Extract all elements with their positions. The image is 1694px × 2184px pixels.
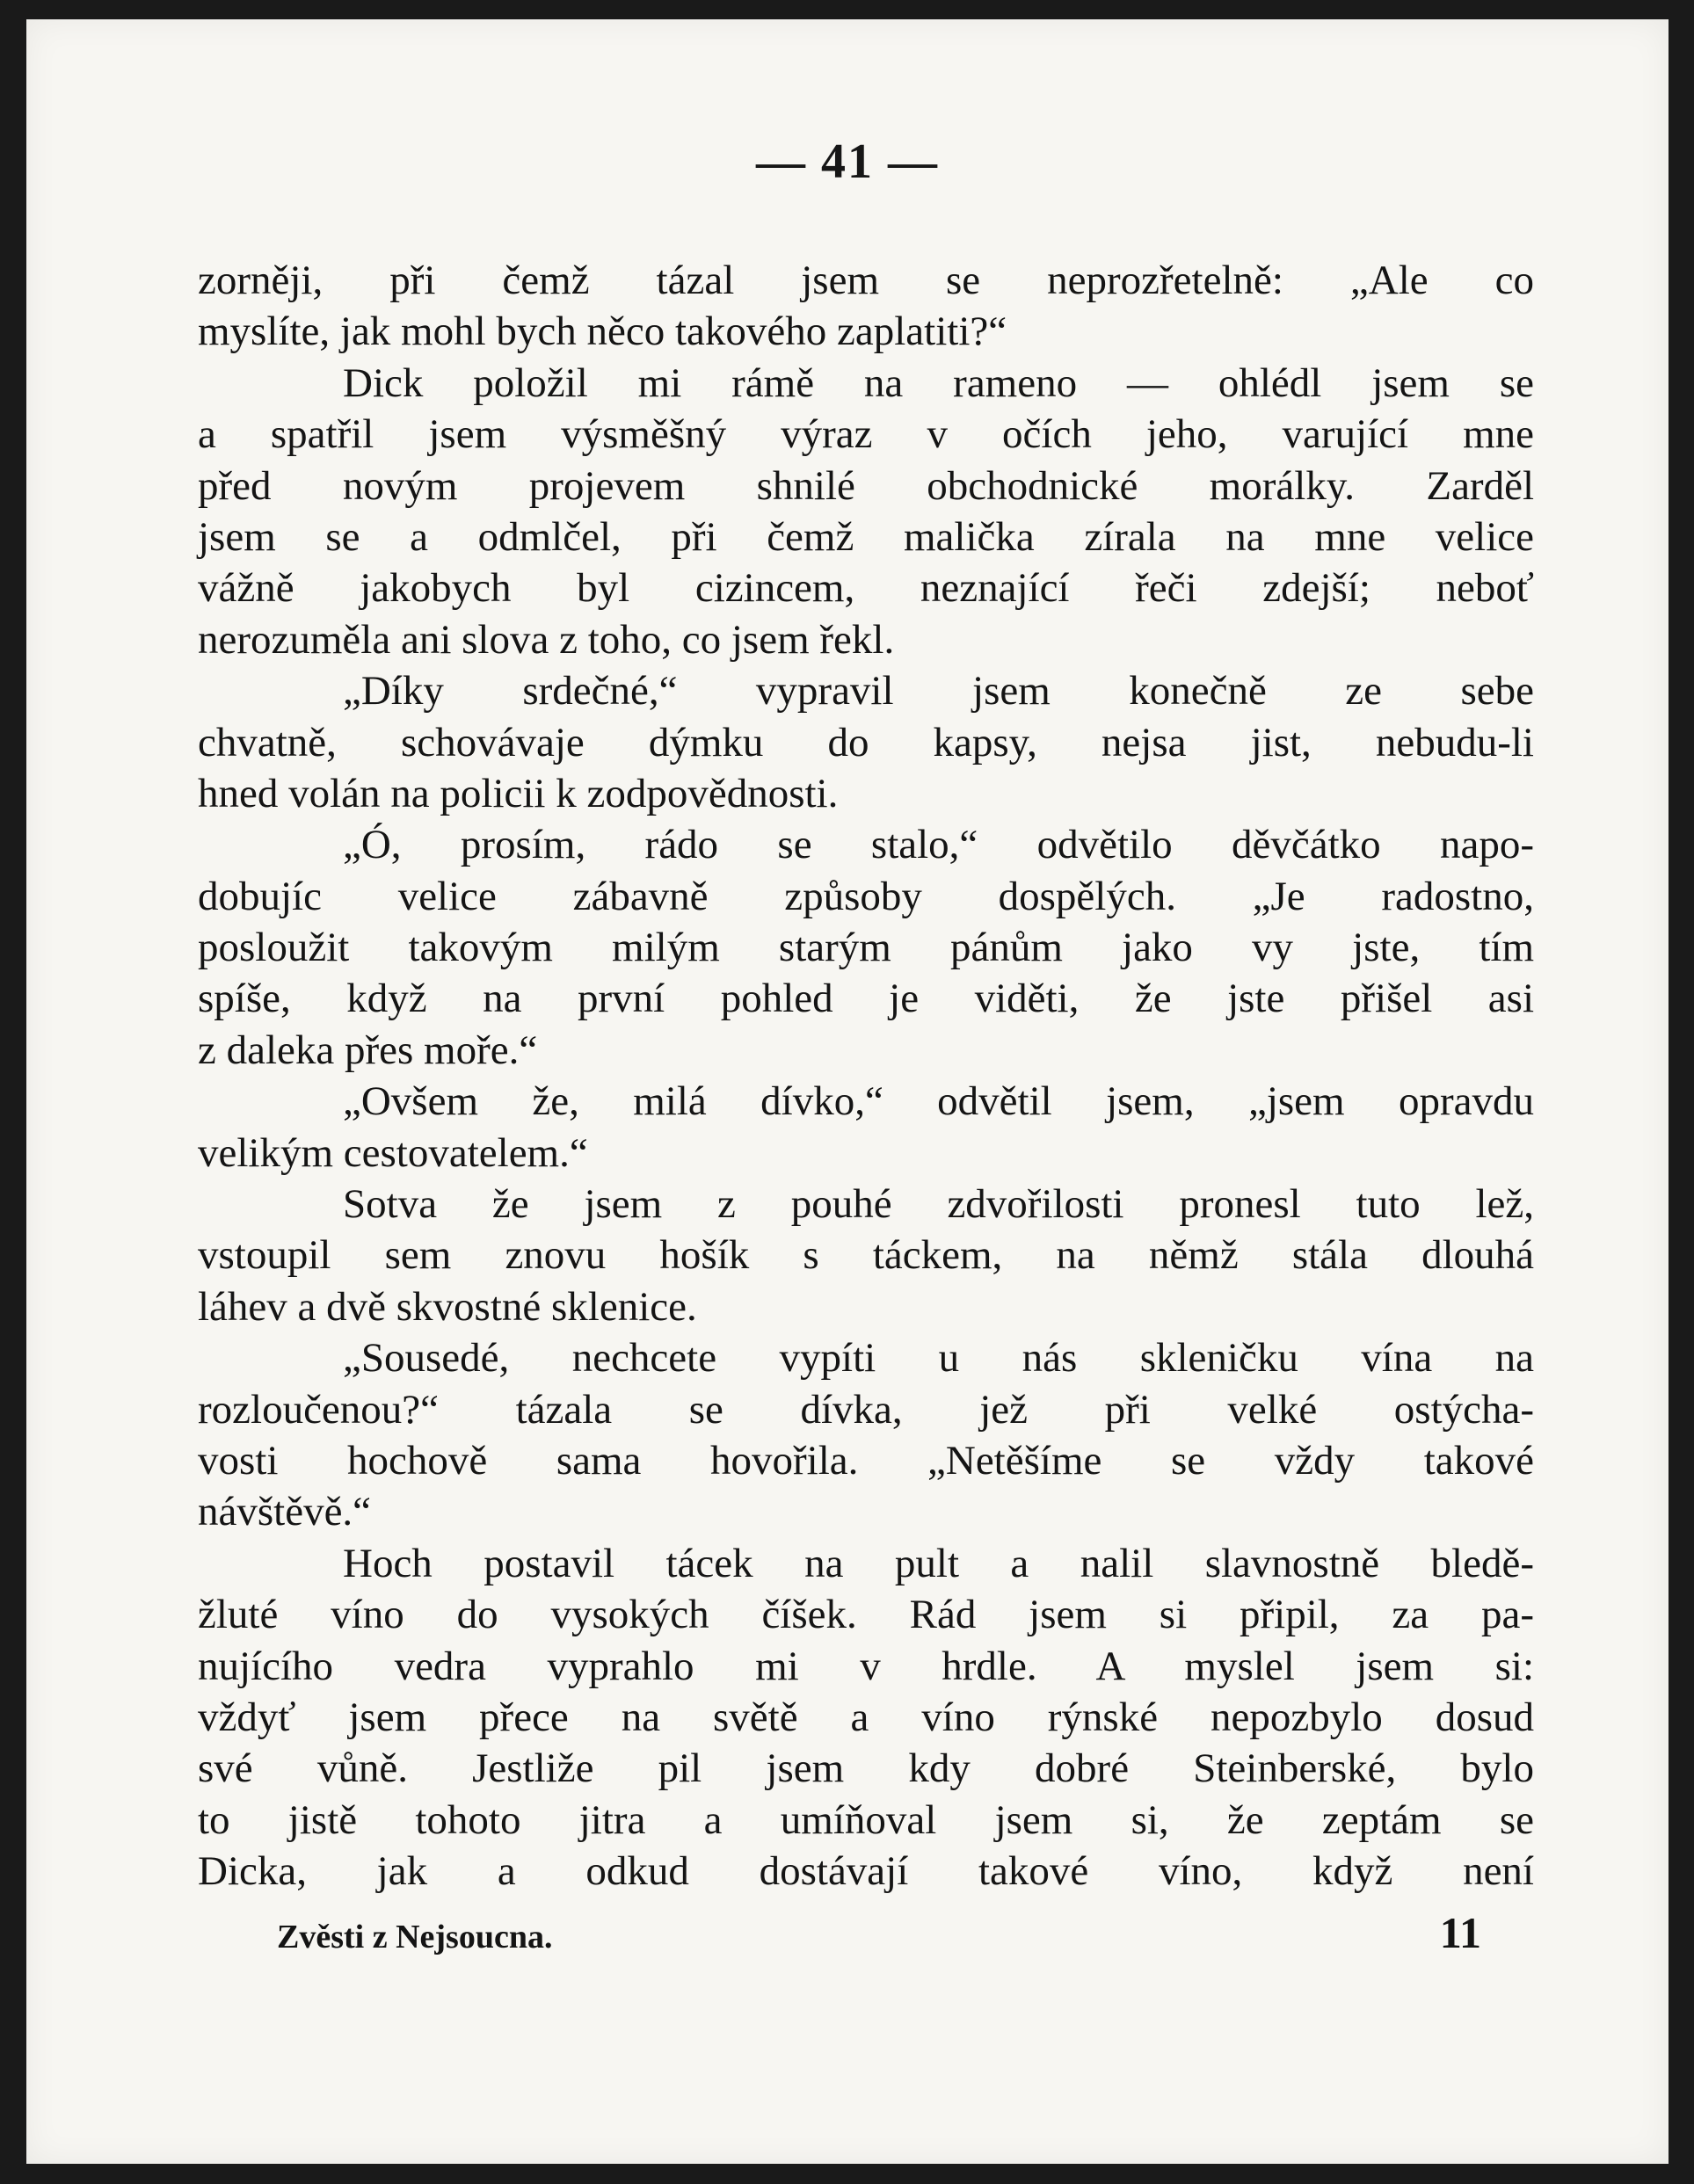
text-line: spíše, když na první pohled je viděti, že jste přišel asi [198, 976, 1534, 1022]
sheet-number: 11 [1439, 1908, 1481, 1957]
text-line: Dicka, jak a odkud dostávají takové víno, když není [198, 1848, 1534, 1895]
text-line: vstoupil sem znovu hošík s táckem, na němž stála dlouhá [198, 1232, 1534, 1279]
text-line: před novým projevem shnilé obchodnické morálky. Zarděl [198, 462, 1534, 509]
text-line: láhev a dvě skvostné sklenice. [198, 1283, 697, 1330]
text-line: „Ó, prosím, rádo se stalo,“ odvětilo děvčátko napo- [343, 822, 1534, 868]
text-line: a spatřil jsem výsměšný výraz v očích jeho, varující mne [198, 411, 1534, 458]
text-line: žluté víno do vysokých číšek. Rád jsem si připil, za pa- [198, 1592, 1534, 1638]
text-line: „Díky srdečné,“ vypravil jsem konečně ze sebe [343, 668, 1534, 715]
text-line: vážně jakobych byl cizincem, neznající řeči zdejší; neboť [198, 565, 1534, 612]
text-line: „Sousedé, nechcete vypíti u nás skleničku vína na [343, 1335, 1534, 1382]
text-line: své vůně. Jestliže pil jsem kdy dobré Steinberské, bylo [198, 1745, 1534, 1792]
book-page [26, 19, 1669, 2164]
text-line: Dick položil mi rámě na rameno — ohlédl jsem se [343, 359, 1534, 406]
text-line: velikým cestovatelem.“ [198, 1129, 588, 1176]
text-line: to jistě tohoto jitra a umíňoval jsem si, že zeptám se [198, 1796, 1534, 1843]
text-line: nerozuměla ani slova z toho, co jsem řekl. [198, 616, 895, 663]
text-line: nujícího vedra vyprahlo mi v hrdle. A myslel jsem si: [198, 1643, 1534, 1689]
text-line: vždyť jsem přece na světě a víno rýnské nepozbylo dosud [198, 1694, 1534, 1740]
text-line: dobujíc velice zábavně způsoby dospělých. „Je radostno, [198, 873, 1534, 919]
text-line: z daleka přes moře.“ [198, 1027, 538, 1073]
text-line: Sotva že jsem z pouhé zdvořilosti pronesl tuto lež, [343, 1181, 1534, 1228]
body-text [198, 255, 1534, 1897]
page-number: — 41 — [756, 134, 939, 189]
text-line: „Ovšem že, milá dívko,“ odvětil jsem, „jsem opravdu [343, 1078, 1534, 1125]
text-line: hned volán na policii k zodpovědnosti. [198, 770, 839, 816]
text-line: chvatně, schovávaje dýmku do kapsy, nejsa jist, nebudu-li [198, 719, 1534, 765]
text-line: zorněji, při čemž tázal jsem se neprozřetelně: „Ale co [198, 258, 1534, 303]
signature-mark: Zvěsti z Nejsoucna. [277, 1919, 553, 1955]
text-line: návštěvě.“ [198, 1489, 372, 1535]
text-line: myslíte, jak mohl bych něco takového zaplatiti?“ [198, 308, 1007, 355]
text-line: rozloučenou?“ tázala se dívka, jež při velké ostýcha- [198, 1386, 1534, 1433]
text-line: jsem se a odmlčel, při čemž malička zírala na mne velice [198, 513, 1534, 560]
text-line: vosti hochově sama hovořila. „Netěšíme se vždy takové [198, 1437, 1534, 1484]
text-line: Hoch postavil tácek na pult a nalil slavnostně bledě- [343, 1540, 1534, 1586]
text-line: posloužit takovým milým starým pánům jako vy jste, tím [198, 925, 1534, 971]
